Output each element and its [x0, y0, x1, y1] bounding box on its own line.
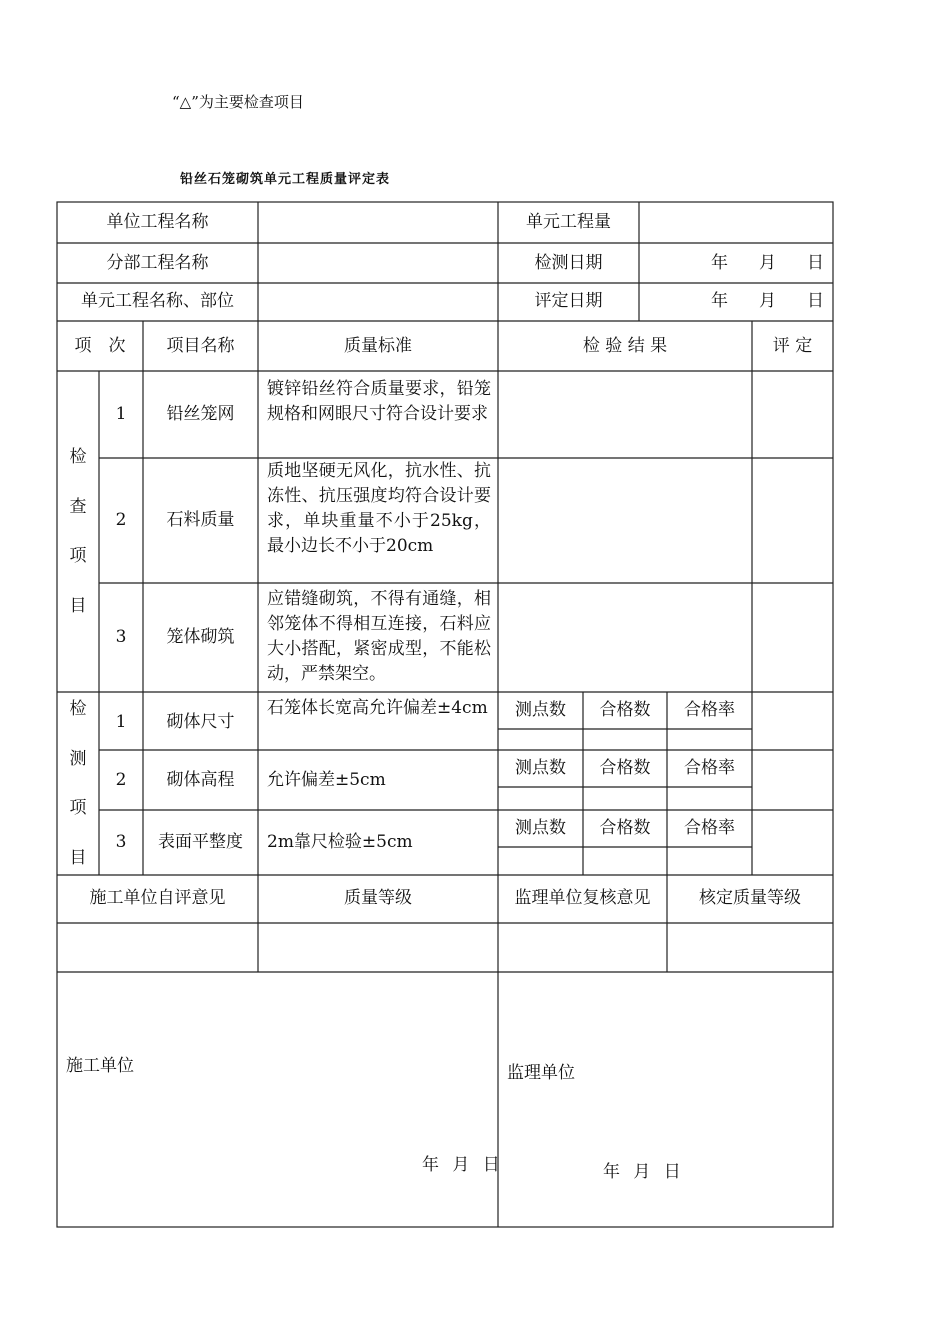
- note-text: “△”为主要检查项目: [172, 93, 304, 111]
- check-row-no: 1: [115, 404, 127, 424]
- check-row-name: 笼体砌筑: [166, 627, 235, 647]
- test-sub-header: 测点数: [515, 758, 566, 778]
- test-row-name: 砌体尺寸: [166, 712, 235, 732]
- self-eval-label: 施工单位自评意见: [89, 888, 226, 908]
- test-date-day: 日: [807, 253, 824, 273]
- unit-quantity-label: 单元工程量: [526, 212, 611, 232]
- element-label: 单元工程名称、部位: [81, 291, 234, 311]
- test-sub-header: 合格数: [599, 758, 651, 778]
- test-sub-header: 合格率: [684, 818, 735, 838]
- eval-date-day: 日: [807, 291, 824, 311]
- check-row-standard: 质地坚硬无风化，抗水性、抗冻性、抗压强度均符合设计要求，单块重量不小于25kg，最小边长不小于20cm: [267, 461, 491, 556]
- sub-project-label: 分部工程名称: [106, 253, 209, 273]
- supervisor-review-label: 监理单位复核意见: [514, 888, 651, 908]
- supervision-unit-label: 监理单位: [507, 1063, 575, 1083]
- form-title: 铅丝石笼砌筑单元工程质量评定表: [180, 172, 391, 187]
- check-row-name: 铅丝笼网: [166, 404, 235, 424]
- test-group-char: 目: [69, 848, 87, 868]
- test-date-month: 月: [759, 253, 776, 273]
- check-row-standard: 镀锌铅丝符合质量要求，铅笼规格和网眼尺寸符合设计要求: [267, 379, 491, 424]
- check-row-standard: 应错缝砌筑，不得有通缝，相邻笼体不得相互连接，石料应大小搭配，紧密成型，不能松动，严禁架空。: [267, 589, 491, 684]
- eval-date-month: 月: [759, 291, 776, 311]
- test-row-standard: 2m靠尺检验±5cm: [267, 832, 413, 852]
- check-row-name: 石料质量: [166, 510, 235, 530]
- test-date-year: 年: [711, 253, 728, 273]
- test-group-char: 检: [69, 699, 87, 719]
- test-group-char: 项: [69, 798, 87, 818]
- col-item-name: 项目名称: [166, 336, 235, 356]
- test-sub-header: 合格数: [599, 818, 651, 838]
- check-row-no: 3: [115, 627, 127, 647]
- check-group-char: 项: [69, 546, 87, 566]
- col-rating: 评 定: [772, 336, 813, 356]
- test-row-no: 2: [115, 770, 127, 790]
- check-group-char: 检: [69, 447, 87, 467]
- test-row-no: 3: [115, 832, 127, 852]
- col-standard: 质量标准: [344, 336, 412, 356]
- test-row-standard: 石笼体长宽高允许偏差±4cm: [267, 698, 488, 718]
- test-sub-header: 测点数: [515, 700, 566, 720]
- test-row-name: 砌体高程: [166, 770, 235, 790]
- supervision-date: 年 月 日: [603, 1162, 685, 1182]
- test-sub-header: 合格率: [684, 700, 735, 720]
- construction-date: 年 月 日: [422, 1155, 504, 1175]
- eval-date-label: 评定日期: [534, 291, 603, 311]
- col-result: 检 验 结 果: [582, 336, 668, 356]
- construction-unit-label: 施工单位: [66, 1056, 134, 1076]
- unit-project-label: 单位工程名称: [106, 212, 209, 232]
- test-row-no: 1: [115, 712, 127, 732]
- quality-grade-label: 质量等级: [344, 888, 412, 908]
- test-sub-header: 合格数: [599, 700, 651, 720]
- test-date-label: 检测日期: [534, 253, 603, 273]
- eval-date-year: 年: [711, 291, 728, 311]
- check-group-char: 查: [69, 497, 87, 517]
- col-item-no: 项 次: [74, 336, 126, 356]
- test-group-char: 测: [69, 749, 87, 769]
- test-sub-header: 测点数: [515, 818, 566, 838]
- check-group-char: 目: [69, 596, 87, 616]
- verified-grade-label: 核定质量等级: [699, 888, 801, 908]
- test-sub-header: 合格率: [684, 758, 735, 778]
- test-row-name: 表面平整度: [158, 832, 243, 852]
- check-row-no: 2: [115, 510, 127, 530]
- test-row-standard: 允许偏差±5cm: [267, 770, 386, 790]
